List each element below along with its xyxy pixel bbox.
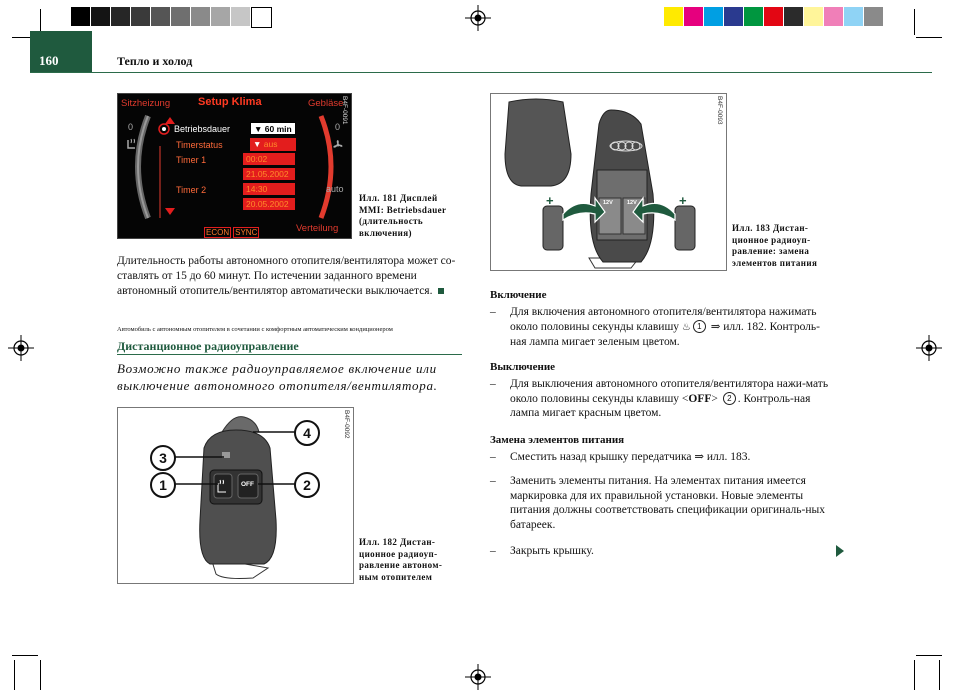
key-number-1: 1 <box>693 320 706 333</box>
figure-code: B4F-0093 <box>716 96 723 125</box>
crop-mark <box>40 660 41 690</box>
intro-italic: Возможно также радиоуправляемое включение или выключение автономного отопителя/вентилятора. <box>117 361 438 393</box>
registration-mark-icon <box>8 335 34 361</box>
dash: – <box>490 451 496 463</box>
battery-plus-right: + <box>679 193 687 208</box>
crop-mark <box>916 37 942 38</box>
mmi-value-box: 21.05.2002 <box>243 168 295 180</box>
mmi-row-label: Timerstatus <box>176 140 223 150</box>
color-swatch <box>784 7 803 26</box>
key-number-2: 2 <box>723 392 736 405</box>
battery-drawing <box>491 94 726 270</box>
figure-182-caption: Илл. 182 Дистан-ционное радиоуп-равление автоном-ным отопителем <box>359 537 443 582</box>
gray-swatch <box>111 7 130 26</box>
mmi-row-label: Timer 2 <box>176 185 207 195</box>
dash: – <box>490 475 496 487</box>
mmi-value-selected <box>250 122 296 135</box>
color-swatch <box>824 7 843 26</box>
color-swatch <box>684 7 703 26</box>
mmi-value-box: 14:30 <box>243 183 295 195</box>
dash: – <box>490 545 496 557</box>
down-arrow-icon <box>165 208 175 215</box>
gray-swatch <box>191 7 210 26</box>
crop-mark <box>914 660 915 690</box>
mmi-row-label: Betriebsdauer <box>174 124 231 134</box>
section-title-rule <box>117 354 462 355</box>
figure-code: B4F-0091 <box>341 96 348 125</box>
gray-swatch <box>251 7 272 28</box>
fan-icon <box>331 138 345 152</box>
mmi-right-temp: 0 <box>335 122 341 132</box>
on-heading: Включение <box>490 289 547 301</box>
figure-181-caption: Илл. 181 Дисплей MMI: Betriebsdauer (длительность включения) <box>359 193 447 238</box>
off-key: OFF <box>688 392 712 405</box>
sync-button: SYNC <box>235 228 258 237</box>
battery-item-text: Сместить назад крышку передатчика ⇒ илл. 183. <box>510 451 751 463</box>
continue-arrow-icon <box>835 545 844 557</box>
mmi-bottom-buttons <box>204 222 259 239</box>
duration-paragraph: Длительность работы автономного отопителя/вентилятора может со-ставлять от 15 до 60 минут. По истечении заданного времени автономный отопитель/вентилятор автоматически выключается. <box>117 255 456 297</box>
mmi-value-box <box>250 138 296 151</box>
mmi-value: 60 min <box>264 124 292 134</box>
dash: – <box>490 306 496 318</box>
mmi-top-right: Gebläse <box>308 98 344 109</box>
figure-181-mmi-display <box>117 93 352 239</box>
crop-mark <box>939 660 940 690</box>
figure-182-remote <box>117 407 354 584</box>
down-arrow-icon: ▼ <box>254 124 263 134</box>
seat-heat-icon <box>125 138 139 152</box>
crop-mark <box>914 9 915 35</box>
econ-button: ECON <box>206 228 230 237</box>
gray-swatch <box>91 7 110 26</box>
gray-swatch <box>211 7 230 26</box>
mmi-top-left: Sitzheizung <box>121 98 171 109</box>
heater-key-icon: ♨ <box>681 321 691 333</box>
running-head: Тепло и холод <box>117 54 193 68</box>
header-rule <box>30 72 932 73</box>
callout-4: 4 <box>294 420 320 446</box>
off-button-label: OFF <box>241 481 254 488</box>
crop-mark <box>14 660 15 690</box>
selector-knob-icon <box>158 123 170 135</box>
page-number: 160 <box>30 31 92 72</box>
battery-label: 12V <box>627 200 637 206</box>
on-item-text: Для включения автономного отопителя/вентилятора нажимать около половины секунды клавишу ♨ 1 ⇒ илл. 182. Контроль-ная лампа мигает зеленым цветом. <box>510 306 820 348</box>
color-swatch <box>744 7 763 26</box>
mmi-bottom-right: Verteilung <box>296 223 339 234</box>
color-swatch <box>764 7 783 26</box>
gray-swatch <box>171 7 190 26</box>
color-swatch <box>704 7 723 26</box>
off-item-text: Для выключения автономного отопителя/вентилятора нажи-мать около половины секунды клавишу <OFF> 2 . Контроль-ная лампа мигает красным цветом. <box>510 378 829 419</box>
down-arrow-icon: ▼ <box>253 139 262 149</box>
mmi-left-temp: 0 <box>128 122 134 132</box>
dash: – <box>490 378 496 390</box>
gray-swatch <box>231 7 250 26</box>
gray-swatch <box>71 7 90 26</box>
callout-3: 3 <box>150 445 176 471</box>
battery-heading: Замена элементов питания <box>490 434 625 446</box>
color-swatch <box>804 7 823 26</box>
battery-item-text: Закрыть крышку. <box>510 545 594 557</box>
end-of-section-square-icon <box>438 288 444 294</box>
callout-2: 2 <box>294 472 320 498</box>
mmi-side-arcs <box>118 108 351 224</box>
crop-mark <box>916 655 942 656</box>
gray-swatch <box>131 7 150 26</box>
applicability-note: Автомобиль с автономным отопителем в сочетании с комфортным автоматическим кондиционером <box>117 326 393 333</box>
mmi-row-label: Timer 1 <box>176 155 207 165</box>
battery-label: 12V <box>603 200 613 206</box>
color-swatch <box>724 7 743 26</box>
mmi-title: Setup Klima <box>198 96 262 108</box>
registration-mark-icon <box>465 5 491 31</box>
color-swatch <box>664 7 683 26</box>
crop-mark <box>12 655 38 656</box>
figure-code: B4F-0092 <box>343 410 350 439</box>
mmi-value-box: 20.05.2002 <box>243 198 295 210</box>
mmi-value-box: 00:02 <box>243 153 295 165</box>
callout-1: 1 <box>150 472 176 498</box>
off-heading: Выключение <box>490 361 556 373</box>
registration-mark-icon <box>916 335 942 361</box>
battery-item-text: Заменить элементы питания. На элементах питания имеется маркировка для их правильной установки. Новые элементы питания должны соответствовать спецификации оригиналь-ных батареек. <box>510 475 825 531</box>
figure-183-battery <box>490 93 727 271</box>
mmi-right-mode: auto <box>326 184 344 194</box>
battery-plus-left: + <box>546 193 554 208</box>
color-swatch <box>844 7 863 26</box>
mmi-value: aus <box>263 139 278 149</box>
gray-swatch <box>151 7 170 26</box>
registration-mark-icon <box>465 664 491 690</box>
figure-183-caption: Илл. 183 Дистан-ционное радиоуп-равление: замена элементов питания <box>732 223 818 268</box>
section-title: Дистанционное радиоуправление <box>117 339 299 353</box>
color-swatch <box>864 7 883 26</box>
